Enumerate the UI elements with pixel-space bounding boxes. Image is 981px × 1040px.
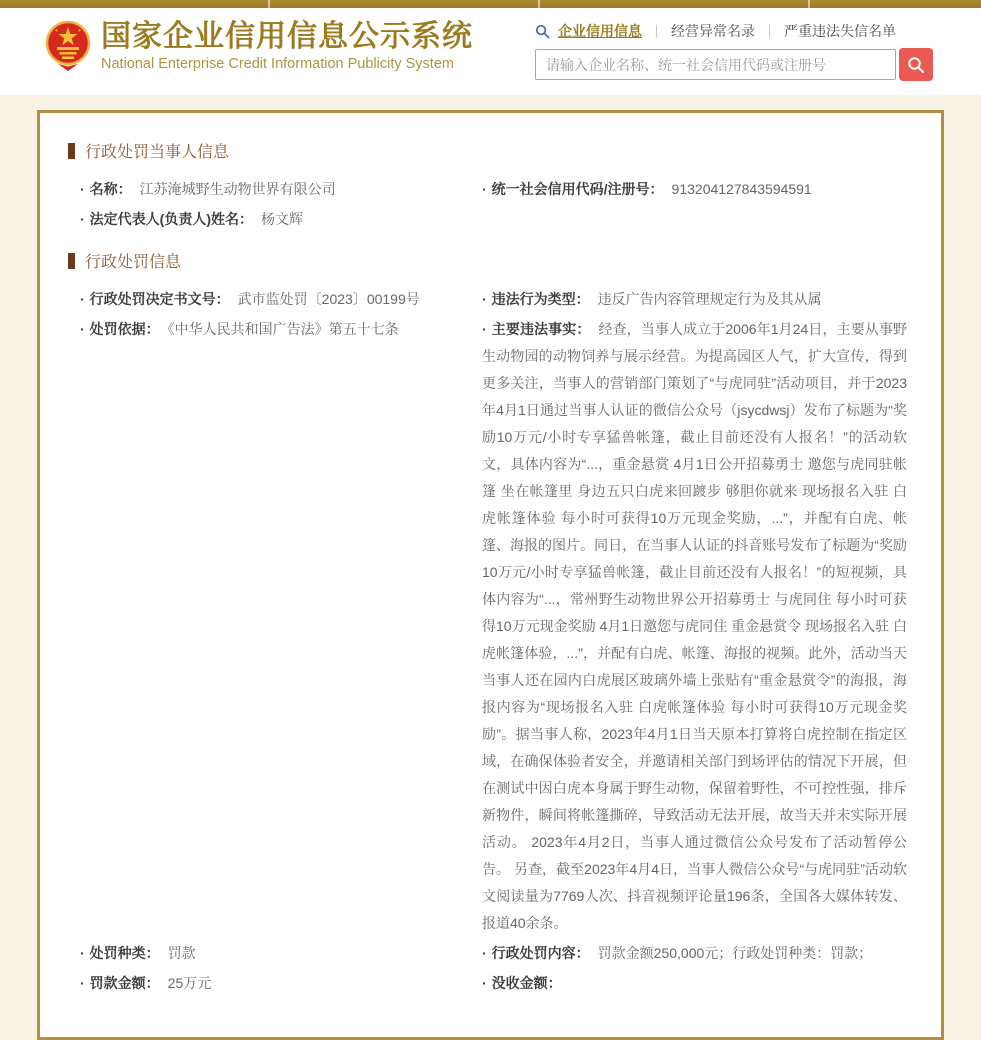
search-button-icon bbox=[907, 56, 925, 74]
penalty-detail-panel bbox=[37, 110, 944, 1040]
national-emblem-logo bbox=[44, 19, 92, 73]
field-row bbox=[80, 176, 921, 203]
field-confiscation-amount: · 没收金额： bbox=[481, 975, 562, 991]
section-party-info bbox=[68, 139, 921, 162]
search-icon bbox=[535, 24, 550, 39]
site-header bbox=[0, 8, 981, 95]
field-penalty-content: · 行政处罚内容： 罚款金额250,000元；行政处罚种类：罚款； bbox=[481, 945, 873, 961]
top-gold-bar bbox=[0, 0, 981, 8]
field-main-illegal-facts: · 主要违法事实： 经查，当事人成立于2006年1月24日，主要从事野生动物园的动物饲养与展示经营。为提高园区人气，扩大宣传，得到更多关注，当事人的营销部门策划了“与虎同驻”活动项目，并于2023年4月1日通过当事人认证的微信公众号（jsycdwsj）发布了标题为“奖励10万元/小时专享猛兽帐篷，截止目前还没有人报名！”的活动软文，具体内容为“...，重金悬赏 4月1日公开招募勇士 邀您与虎同驻帐篷 坐在帐篷里 身边五只白虎来回踱步 够胆你就来 现场报名入驻 白虎帐篷体验 每小时可获得10万元现金奖励，...”，并配有白虎、帐篷、海报的图片。同日，在当事人认证的抖音账号发布了标题为“奖励10万元/小时专享猛兽帐篷，截止目前还没有人报名！”的短视频，具体内容为“...，常州野生动物世界公开招募勇士 与虎同住 每小时可获得10万元现金奖励 4月1日邀您与虎同住 重金悬赏令 现场报名入驻 白虎帐篷体验，...”，并配有白虎、帐篷、海报的视频。此外，活动当天当事人还在园内白虎展区玻璃外墙上张贴有“重金悬赏令”的海报，海报内容为“现场报名入驻 白虎帐篷体验 每小时可获得10万元现金奖励”。据当事人称，2023年4月1日当天原本打算将白虎控制在指定区域，在确保体验者安全，并邀请相关部门到场评估的情况下开展，但在测试中因白虎本身属于野生动物，保留着野性，不可控性强，排斥新物件，瞬间将帐篷撕碎，导致活动无法开展，故当天并未实际开展活动。 2023年4月2日，当事人通过微信公众号发布了活动暂停公告。 另查，截至2023年4月4日，当事人微信公众号“与虎同驻”活动软文阅读量为7769人次、抖音视频评论量196条，全国各大媒体转发、报道40余条。 bbox=[481, 321, 907, 931]
field-decision-doc-number: · 行政处罚决定书文号： 武市监处罚〔2023〕00199号 bbox=[80, 291, 420, 307]
site-logo-link[interactable] bbox=[44, 19, 473, 73]
field-legal-representative: · 法定代表人(负责人)姓名： 杨文辉 bbox=[80, 211, 303, 227]
section-marker bbox=[68, 143, 75, 159]
penalty-info-fields bbox=[80, 286, 921, 997]
field-row bbox=[80, 316, 921, 937]
field-credit-code: · 统一社会信用代码/注册号： 913204127843594591 bbox=[481, 181, 812, 197]
section-penalty-info bbox=[68, 249, 921, 272]
site-subtitle: National Enterprise Credit Information Publicity System bbox=[101, 56, 454, 73]
field-penalty-type: · 处罚种类： 罚款 bbox=[80, 945, 196, 961]
page-background bbox=[0, 95, 981, 1040]
field-row bbox=[80, 206, 921, 233]
tab-separator bbox=[656, 25, 657, 38]
field-fine-amount: · 罚款金额： 25万元 bbox=[80, 975, 212, 991]
brand-text bbox=[101, 20, 473, 73]
search-type-tabs bbox=[535, 21, 933, 41]
tab-abnormal-operations-list[interactable]: 经营异常名录 bbox=[671, 23, 755, 39]
field-penalty-basis: · 处罚依据： 《中华人民共和国广告法》第五十七条 bbox=[80, 321, 399, 337]
search-input[interactable] bbox=[535, 49, 896, 80]
search-row bbox=[535, 49, 933, 81]
section-penalty-info-title: 行政处罚信息 bbox=[85, 254, 182, 271]
search-area bbox=[535, 21, 933, 81]
tab-separator bbox=[769, 25, 770, 38]
tab-enterprise-credit-info[interactable]: 企业信用信息 bbox=[558, 23, 642, 39]
field-company-name: · 名称： 江苏淹城野生动物世界有限公司 bbox=[80, 181, 336, 197]
field-row bbox=[80, 940, 921, 967]
tab-serious-violation-list[interactable]: 严重违法失信名单 bbox=[784, 23, 896, 39]
section-party-info-title: 行政处罚当事人信息 bbox=[85, 144, 230, 161]
search-button[interactable] bbox=[899, 48, 933, 81]
site-title: 国家企业信用信息公示系统 bbox=[101, 19, 473, 53]
field-illegal-act-type: · 违法行为类型： 违反广告内容管理规定行为及其从属 bbox=[481, 291, 822, 307]
field-row bbox=[80, 286, 921, 313]
field-row bbox=[80, 970, 921, 997]
section-marker bbox=[68, 253, 75, 269]
party-info-fields bbox=[80, 176, 921, 233]
